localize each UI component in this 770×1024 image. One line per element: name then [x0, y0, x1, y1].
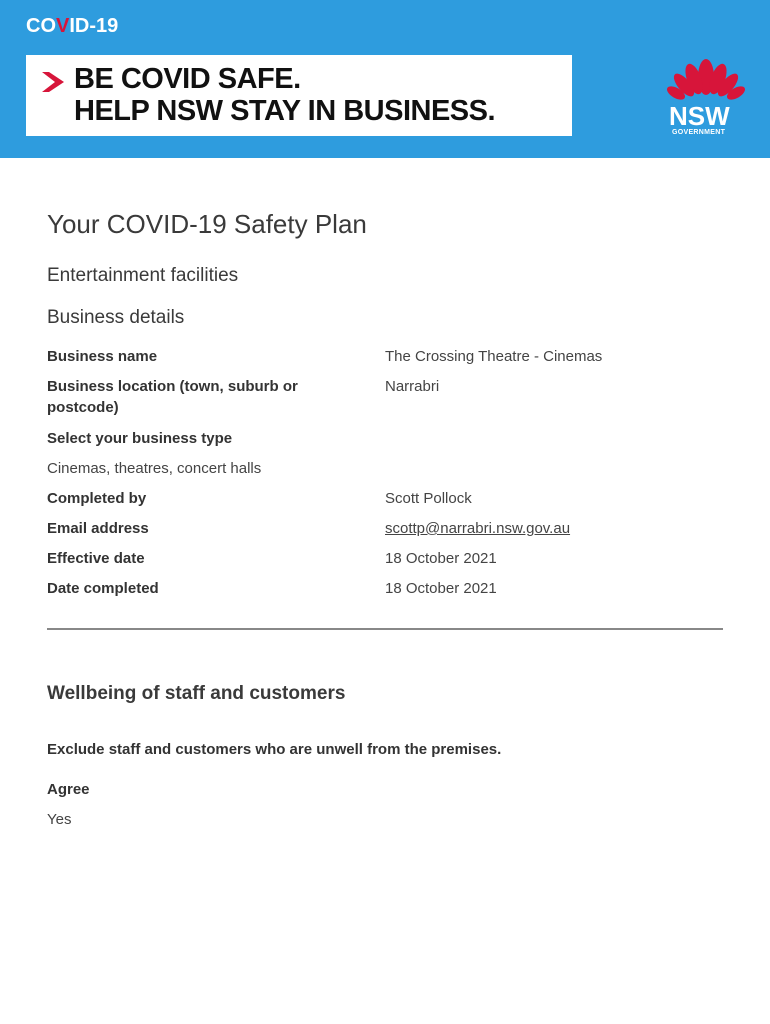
- completed-by-value: Scott Pollock: [385, 490, 472, 507]
- covid-banner: [0, 0, 770, 158]
- chevron-right-icon: [40, 69, 66, 95]
- effective-date-value: 18 October 2021: [385, 550, 497, 567]
- email-value: [385, 518, 570, 539]
- covid-tag-pre: CO: [26, 15, 56, 37]
- wellbeing-heading: Wellbeing of staff and customers: [47, 683, 346, 704]
- date-completed-label: Date completed: [47, 580, 159, 597]
- covid-tag-accent: V: [56, 15, 70, 37]
- business-type-label: Select your business type: [47, 430, 233, 447]
- wellbeing-question: Exclude staff and customers who are unwell from the premises.: [47, 741, 502, 758]
- completed-by-label: Completed by: [47, 490, 147, 507]
- business-details-heading: Business details: [47, 307, 185, 328]
- email-link[interactable]: scottp@narrabri.nsw.gov.au: [385, 520, 571, 537]
- covid-19-tag: [26, 15, 118, 38]
- email-label: Email address: [47, 520, 149, 537]
- effective-date-label: Effective date: [47, 550, 145, 567]
- business-location-value: Narrabri: [385, 378, 440, 395]
- agree-value: Yes: [47, 811, 72, 828]
- page-title: Your COVID-19 Safety Plan: [47, 209, 367, 239]
- slogan-line-2: HELP NSW STAY IN BUSINESS.: [74, 95, 496, 127]
- business-location-label: Business location (town, suburb or postcode): [47, 378, 298, 416]
- date-completed-value: 18 October 2021: [385, 580, 497, 597]
- slogan-line-1: BE COVID SAFE.: [74, 63, 301, 95]
- business-name-label: Business name: [47, 348, 158, 365]
- slogan-box: [26, 55, 572, 136]
- covid-tag-post: ID-19: [69, 15, 119, 37]
- section-divider: [47, 628, 723, 630]
- business-type-value: Cinemas, theatres, concert halls: [47, 460, 262, 477]
- agree-label: Agree: [47, 781, 90, 798]
- category-heading: Entertainment facilities: [47, 265, 239, 286]
- business-name-value: The Crossing Theatre - Cinemas: [385, 348, 603, 365]
- nsw-logo-text: NSW: [669, 101, 730, 131]
- government-logo-text: GOVERNMENT: [672, 129, 726, 136]
